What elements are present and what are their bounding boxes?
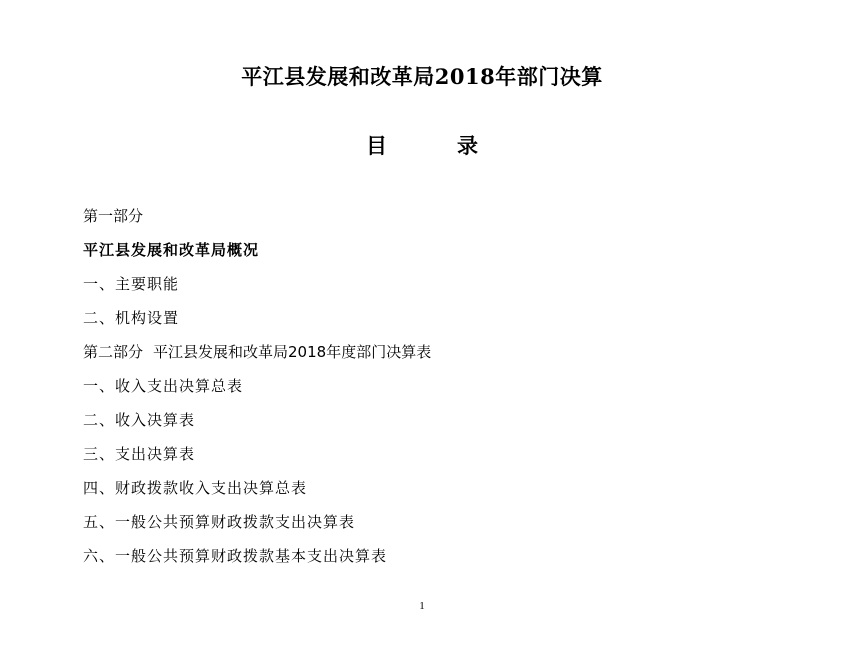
page-number: 1 bbox=[419, 600, 425, 612]
toc-item-organization[interactable]: 二、机构设置 bbox=[83, 309, 180, 327]
toc-heading-char-mu: 目 bbox=[366, 133, 387, 158]
toc-item-general-budget-basic-expenditure[interactable]: 六、一般公共预算财政拨款基本支出决算表 bbox=[83, 547, 388, 565]
toc-item-expenditure-table[interactable]: 三、支出决算表 bbox=[83, 445, 196, 463]
toc-part2-heading[interactable] bbox=[83, 337, 783, 371]
toc-item-main-functions[interactable]: 一、主要职能 bbox=[83, 275, 180, 293]
toc-part1-title[interactable]: 平江县发展和改革局概况 bbox=[83, 241, 260, 259]
toc-item-general-budget-expenditure[interactable]: 五、一般公共预算财政拨款支出决算表 bbox=[83, 513, 356, 531]
toc-part2-title: 平江县发展和改革局2018年度部门决算表 bbox=[153, 343, 432, 361]
table-of-contents bbox=[83, 201, 783, 575]
toc-item-fiscal-appropriation-summary[interactable]: 四、财政拨款收入支出决算总表 bbox=[83, 479, 308, 497]
toc-item-income-table[interactable]: 二、收入决算表 bbox=[83, 411, 196, 429]
document-title: 平江县发展和改革局2018年部门决算 bbox=[241, 64, 603, 89]
toc-part2-label: 第二部分 bbox=[83, 343, 144, 361]
toc-item-income-expenditure-summary[interactable]: 一、收入支出决算总表 bbox=[83, 377, 244, 395]
toc-heading-char-lu: 录 bbox=[457, 133, 478, 158]
toc-part1-label[interactable]: 第一部分 bbox=[83, 207, 144, 225]
toc-heading bbox=[0, 131, 844, 161]
